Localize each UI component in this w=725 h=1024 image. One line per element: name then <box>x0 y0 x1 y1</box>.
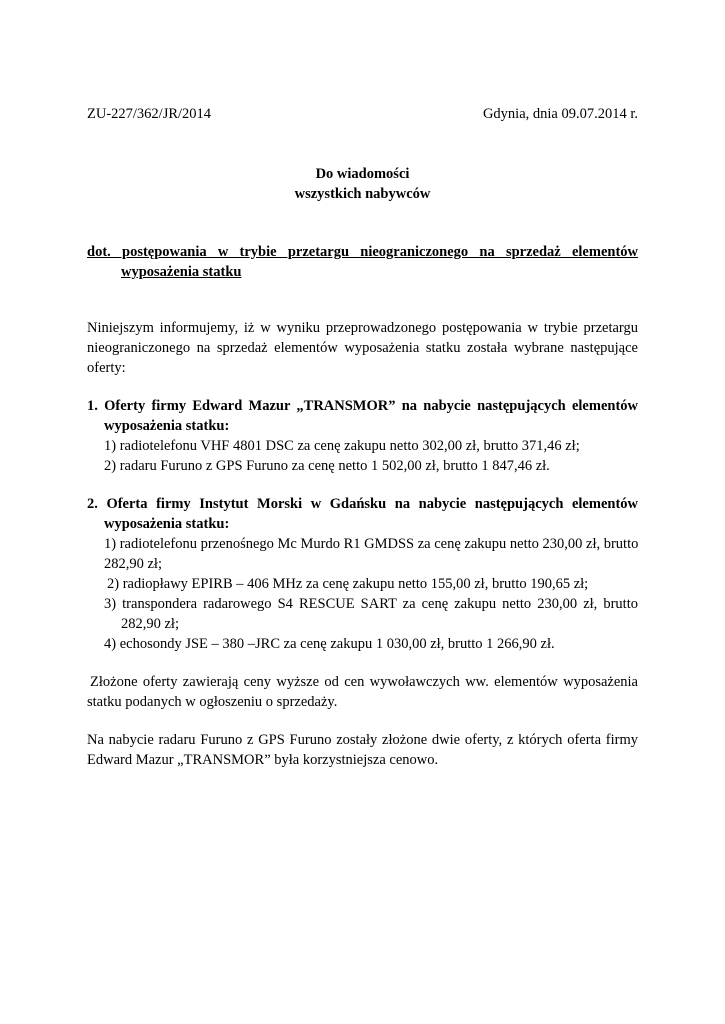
subject-line-1: dot. postępowania w trybie przetargu nieograniczonego na sprzedaż elementów <box>87 244 638 260</box>
offer2-item-3-line-1: 3) transpondera radarowego S4 RESCUE SART za cenę zakupu netto 230,00 zł, brutto <box>104 596 638 612</box>
addressee-line-1: Do wiadomości <box>315 166 410 182</box>
offer2-heading-line-2: wyposażenia statku: <box>104 516 230 532</box>
note1-line-2: statku podanych w ogłoszeniu o sprzedaży. <box>87 694 338 710</box>
offer1-item-1: 1) radiotelefonu VHF 4801 DSC za cenę zakupu netto 302,00 zł, brutto 371,46 zł; <box>104 438 580 454</box>
offer2-item-3-line-2: 282,90 zł; <box>121 616 179 632</box>
note1-line-1: Złożone oferty zawierają ceny wyższe od cen wywoławczych ww. elementów wyposażenia <box>90 674 638 690</box>
offer1-item-2: 2) radaru Furuno z GPS Furuno za cenę netto 1 502,00 zł, brutto 1 847,46 zł. <box>104 458 550 474</box>
intro-line-1: Niniejszym informujemy, iż w wyniku przeprowadzonego postępowania w trybie przetargu <box>87 320 638 336</box>
offer1-heading-line-2: wyposażenia statku: <box>104 418 230 434</box>
offer2-item-2: 2) radiopławy EPIRB – 406 MHz za cenę zakupu netto 155,00 zł, brutto 190,65 zł; <box>107 576 589 592</box>
reference-number: ZU-227/362/JR/2014 <box>87 106 212 122</box>
offer2-heading-line-1: 2. Oferta firmy Instytut Morski w Gdańsku na nabycie następujących elementów <box>87 496 638 512</box>
offer1-heading-line-1: 1. Oferty firmy Edward Mazur „TRANSMOR” na nabycie następujących elementów <box>87 398 638 414</box>
offer2-item-1-line-1: 1) radiotelefonu przenośnego Mc Murdo R1 GMDSS za cenę zakupu netto 230,00 zł, brutto <box>104 536 639 552</box>
intro-line-2: nieograniczonego na sprzedaż elementów wyposażenia statku została wybrane następujące <box>87 340 638 356</box>
offer2-item-1-line-2: 282,90 zł; <box>104 556 162 572</box>
place-date: Gdynia, dnia 09.07.2014 r. <box>482 106 638 122</box>
addressee-line-2: wszystkich nabywców <box>294 186 431 202</box>
subject-line-2: wyposażenia statku <box>121 264 242 280</box>
intro-line-3: oferty: <box>87 360 126 376</box>
offer2-item-4: 4) echosondy JSE – 380 –JRC za cenę zakupu 1 030,00 zł, brutto 1 266,90 zł. <box>104 636 555 652</box>
note2-line-1: Na nabycie radaru Furuno z GPS Furuno zostały złożone dwie oferty, z których oferta firmy <box>87 732 638 748</box>
note2-line-2: Edward Mazur „TRANSMOR” była korzystniejsza cenowo. <box>87 752 439 768</box>
